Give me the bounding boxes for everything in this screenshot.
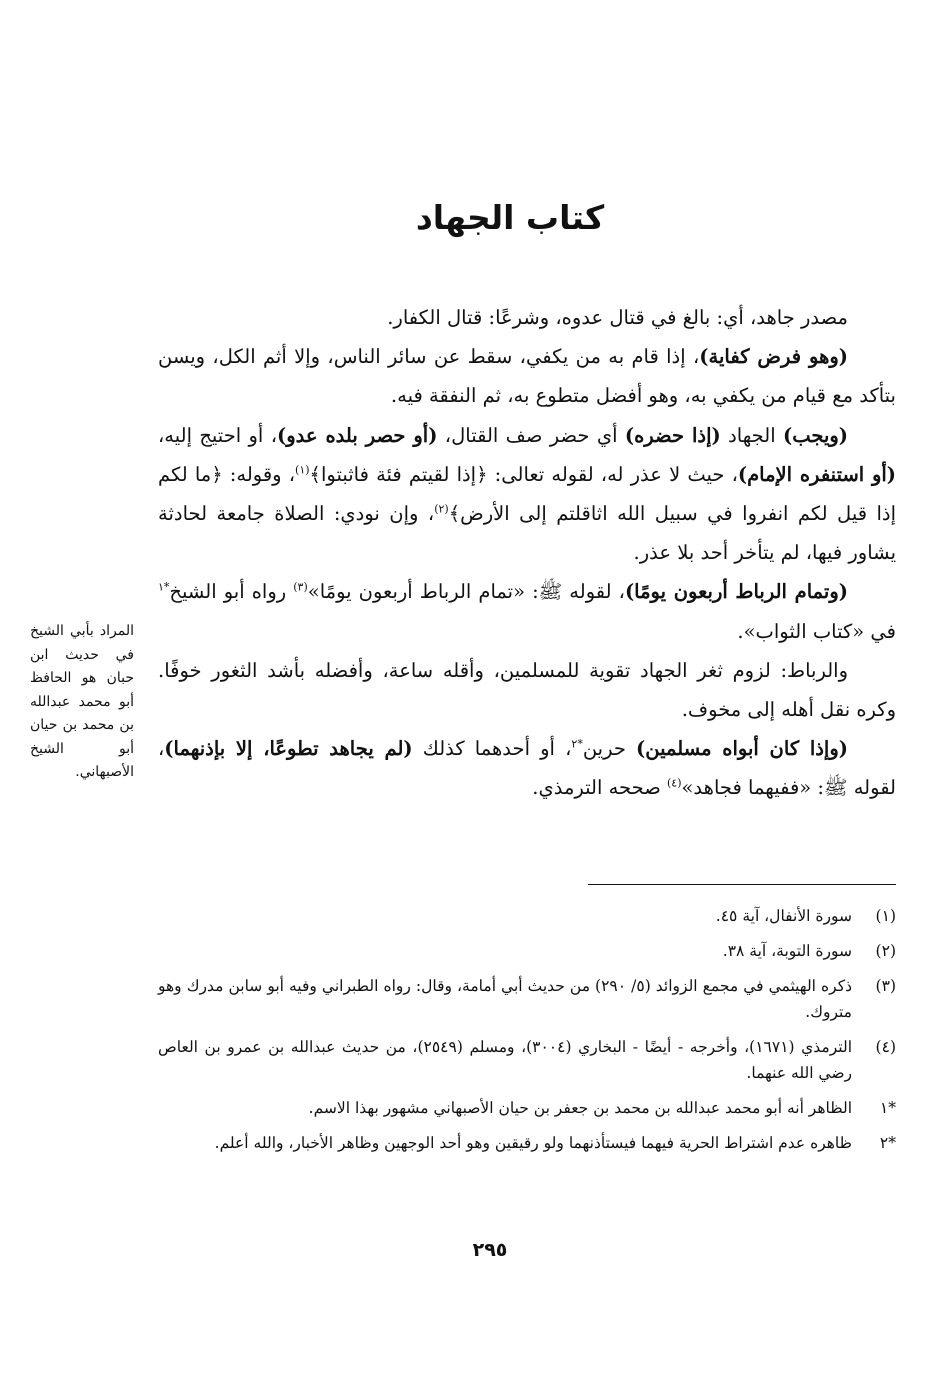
footnote-text: سورة التوبة، آية ٣٨. — [722, 942, 852, 960]
footnote — [158, 938, 896, 964]
footnote-ref-1: (١) — [295, 463, 310, 477]
footnote-number: (٤) — [875, 1038, 896, 1056]
footnote-number: *١ — [879, 1099, 896, 1117]
paragraph-6 — [158, 729, 896, 807]
footnote-text: ذكره الهيثمي في مجمع الزوائد (٥/ ٢٩٠) من حديث أبي أمامة، وقال: رواه الطبراني وفيه أبو سابن مدرك وهو متروك. — [158, 977, 852, 1021]
footnote-number: *٢ — [879, 1134, 896, 1152]
paragraph-text: أي حضر صف القتال، — [437, 423, 625, 447]
paragraph-text: الجهاد — [720, 423, 783, 447]
bold-phrase: (أو استنفره الإمام) — [737, 462, 897, 486]
paragraph-text: حرين — [582, 737, 637, 761]
paragraph-2 — [158, 337, 896, 415]
footnote — [158, 903, 896, 929]
bold-phrase: (وإذا كان أبواه مسلمين) — [636, 737, 848, 761]
paragraph-4 — [158, 572, 896, 650]
star-note-ref-1: *١ — [158, 580, 170, 594]
paragraph-text: ، أو احتيج إليه، — [158, 423, 277, 447]
bold-phrase: (لم يجاهد تطوعًا، إلا بإذنهما) — [164, 737, 413, 761]
paragraph-text: في «كتاب الثواب». — [737, 619, 896, 643]
paragraph-text: ، أو أحدهما كذلك — [412, 737, 572, 761]
footnote-number: (٢) — [875, 942, 896, 960]
paragraph-text: ، حيث لا عذر له، لقوله تعالى: ﴿إذا لقيتم فئة فاثبتوا﴾ — [309, 462, 738, 486]
paragraph-3 — [158, 416, 896, 573]
paragraph-text: ، لقوله ﷺ: «تمام الرباط أربعون يومًا» — [307, 580, 625, 604]
paragraph-5: والرباط: لزوم ثغر الجهاد تقوية للمسلمين، وأقله ساعة، وأفضله بأشد الثغور خوفًا. وكره نقل أهله إلى مخوف. — [158, 658, 896, 722]
bold-phrase: (ويجب) — [782, 423, 849, 447]
footnote-text: سورة الأنفال، آية ٤٥. — [715, 907, 852, 925]
paragraph-1: مصدر جاهد، أي: بالغ في قتال عدوه، وشرعًا: قتال الكفار. — [387, 306, 848, 329]
footnote-number: (١) — [875, 907, 896, 925]
footnote-number: (٣) — [875, 977, 896, 995]
bold-phrase: (وهو فرض كفاية) — [699, 345, 849, 369]
paragraph-text: ، إذا قام به من يكفي، سقط عن سائر الناس، وإلا أثم الكل، ويسن بتأكد مع قيام من يكفي به، وهو أفضل متطوع به، ثم النفقة فيه. — [158, 345, 896, 408]
paragraph-text: صححه الترمذي. — [532, 776, 667, 800]
chapter-title: كتاب الجهاد — [415, 198, 605, 237]
footnote-text: ظاهره عدم اشتراط الحرية فيهما فيستأذنهما ولو رقيقين وهو أحد الوجهين وظاهر الأخبار، والله أعلم. — [214, 1134, 852, 1152]
page-number: ٢٩٥ — [472, 1239, 508, 1261]
footnotes — [158, 903, 896, 1165]
bold-phrase: (وتمام الرباط أربعون يومًا) — [624, 580, 848, 604]
paragraph-text: رواه أبو الشيخ — [169, 580, 294, 604]
footnote — [158, 973, 896, 1025]
footnote-text: الظاهر أنه أبو محمد عبدالله بن محمد بن جعفر بن حيان الأصبهاني مشهور بهذا الاسم. — [308, 1099, 852, 1117]
footnote — [158, 1095, 896, 1121]
paragraph-text: ، وإن نودي: الصلاة جامعة لحادثة يشاور فيها، لم يتأخر أحد بلا عذر. — [158, 502, 896, 565]
footnote-ref-3: (٣) — [293, 580, 308, 594]
footnote — [158, 1034, 896, 1086]
bold-phrase: (أو حصر بلده عدو) — [277, 423, 438, 447]
star-note-ref-2: *٢ — [571, 737, 583, 751]
bold-phrase: (إذا حضره) — [624, 423, 721, 447]
footnote — [158, 1130, 896, 1156]
footnote-ref-2: (٢) — [434, 502, 449, 516]
paragraph-text: ، وقوله: ﴿ما لكم إذا قيل لكم انفروا في سبيل الله اثاقلتم إلى الأرض﴾ — [158, 462, 897, 526]
margin-note: المراد بأبي الشيخ في حديث ابن حبان هو الحافظ أبو محمد عبدالله بن محمد بن حيان أبو الشيخ الأصبهاني. — [30, 623, 134, 780]
footnote-divider — [588, 884, 896, 885]
paragraph-text: ، لقوله ﷺ: «ففيهما فجاهد» — [158, 737, 896, 800]
footnote-text: الترمذي (١٦٧١)، وأخرجه - أيضًا - البخاري (٣٠٠٤)، ومسلم (٢٥٤٩)، من حديث عبدالله بن عمرو بن العاص رضي الله عنهما. — [158, 1038, 852, 1082]
footnote-ref-4: (٤) — [666, 776, 682, 790]
main-text — [158, 298, 896, 808]
